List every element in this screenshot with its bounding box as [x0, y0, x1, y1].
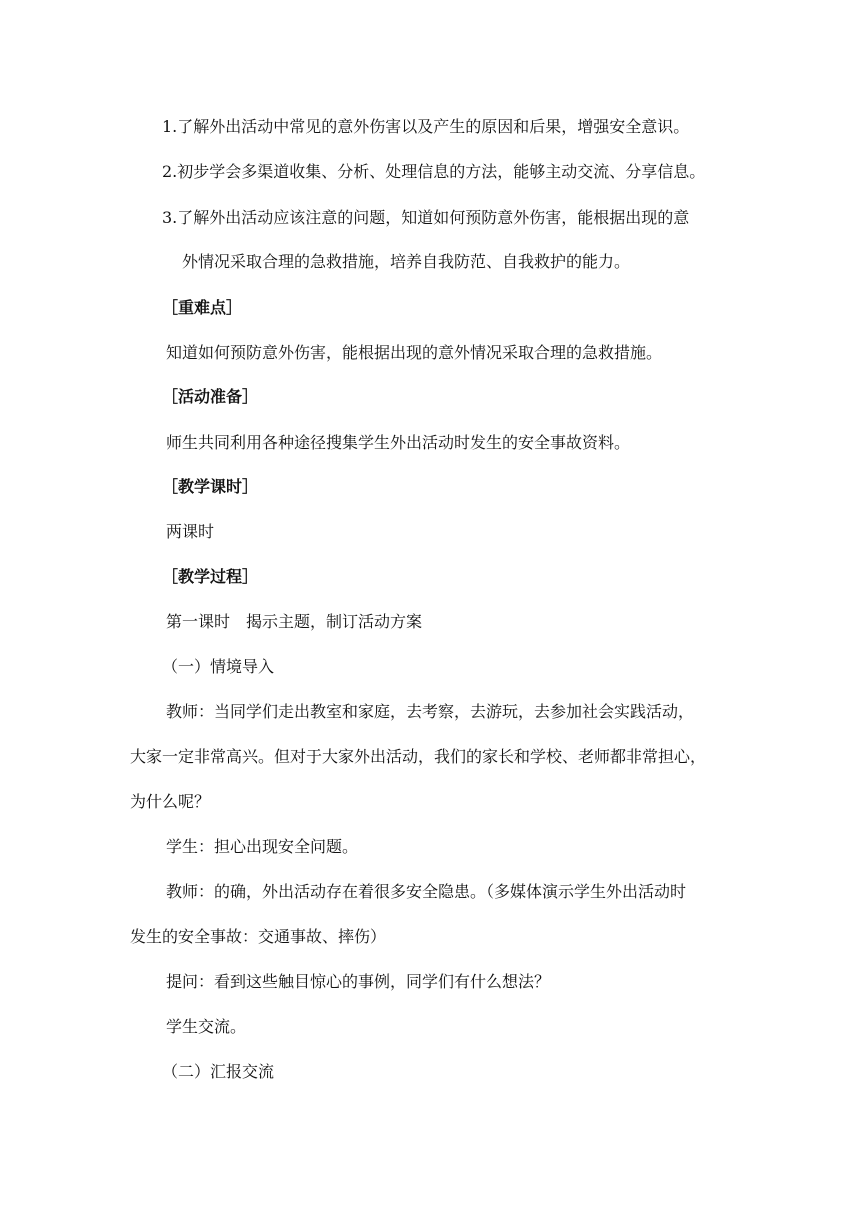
process-heading: ［教学过程］ [162, 567, 259, 586]
section-1-title: （一）情境导入 [162, 657, 275, 676]
paragraph-line: 为什么呢？ [130, 792, 211, 811]
objective-2: 2.初步学会多渠道收集、分析、处理信息的方法，能够主动交流、分享信息。 [162, 162, 706, 181]
paragraph-line: 学生交流。 [166, 1017, 247, 1036]
class-hours-heading: ［教学课时］ [162, 477, 259, 496]
class-hours-text: 两课时 [166, 522, 215, 541]
key-points-text: 知道如何预防意外伤害，能根据出现的意外情况采取合理的急救措施。 [166, 343, 663, 362]
objective-3: 3.了解外出活动应该注意的问题，知道如何预防意外伤害，能根据出现的意 [162, 208, 690, 227]
paragraph-line: 教师：当同学们走出教室和家庭，去考察，去游玩，去参加社会实践活动， [166, 702, 695, 721]
objective-3-continued: 外情况采取合理的急救措施，培养自我防范、自我救护的能力。 [182, 252, 631, 271]
section-2-title: （二）汇报交流 [162, 1062, 275, 1081]
paragraph-line: 学生：担心出现安全问题。 [166, 837, 359, 856]
preparation-text: 师生共同利用各种途径搜集学生外出活动时发生的安全事故资料。 [166, 433, 631, 452]
paragraph-line: 发生的安全事故：交通事故、摔伤） [130, 927, 387, 946]
paragraph-line: 教师：的确，外出活动存在着很多安全隐患。（多媒体演示学生外出活动时 [166, 882, 687, 901]
paragraph-line: 提问：看到这些触目惊心的事例，同学们有什么想法？ [166, 972, 551, 991]
preparation-heading: ［活动准备］ [162, 387, 259, 406]
paragraph-line: 大家一定非常高兴。但对于大家外出活动，我们的家长和学校、老师都非常担心， [130, 747, 707, 766]
objective-1: 1.了解外出活动中常见的意外伤害以及产生的原因和后果，增强安全意识。 [162, 117, 690, 136]
lesson-title: 第一课时 揭示主题，制订活动方案 [166, 612, 423, 631]
key-points-heading: ［重难点］ [162, 298, 243, 317]
